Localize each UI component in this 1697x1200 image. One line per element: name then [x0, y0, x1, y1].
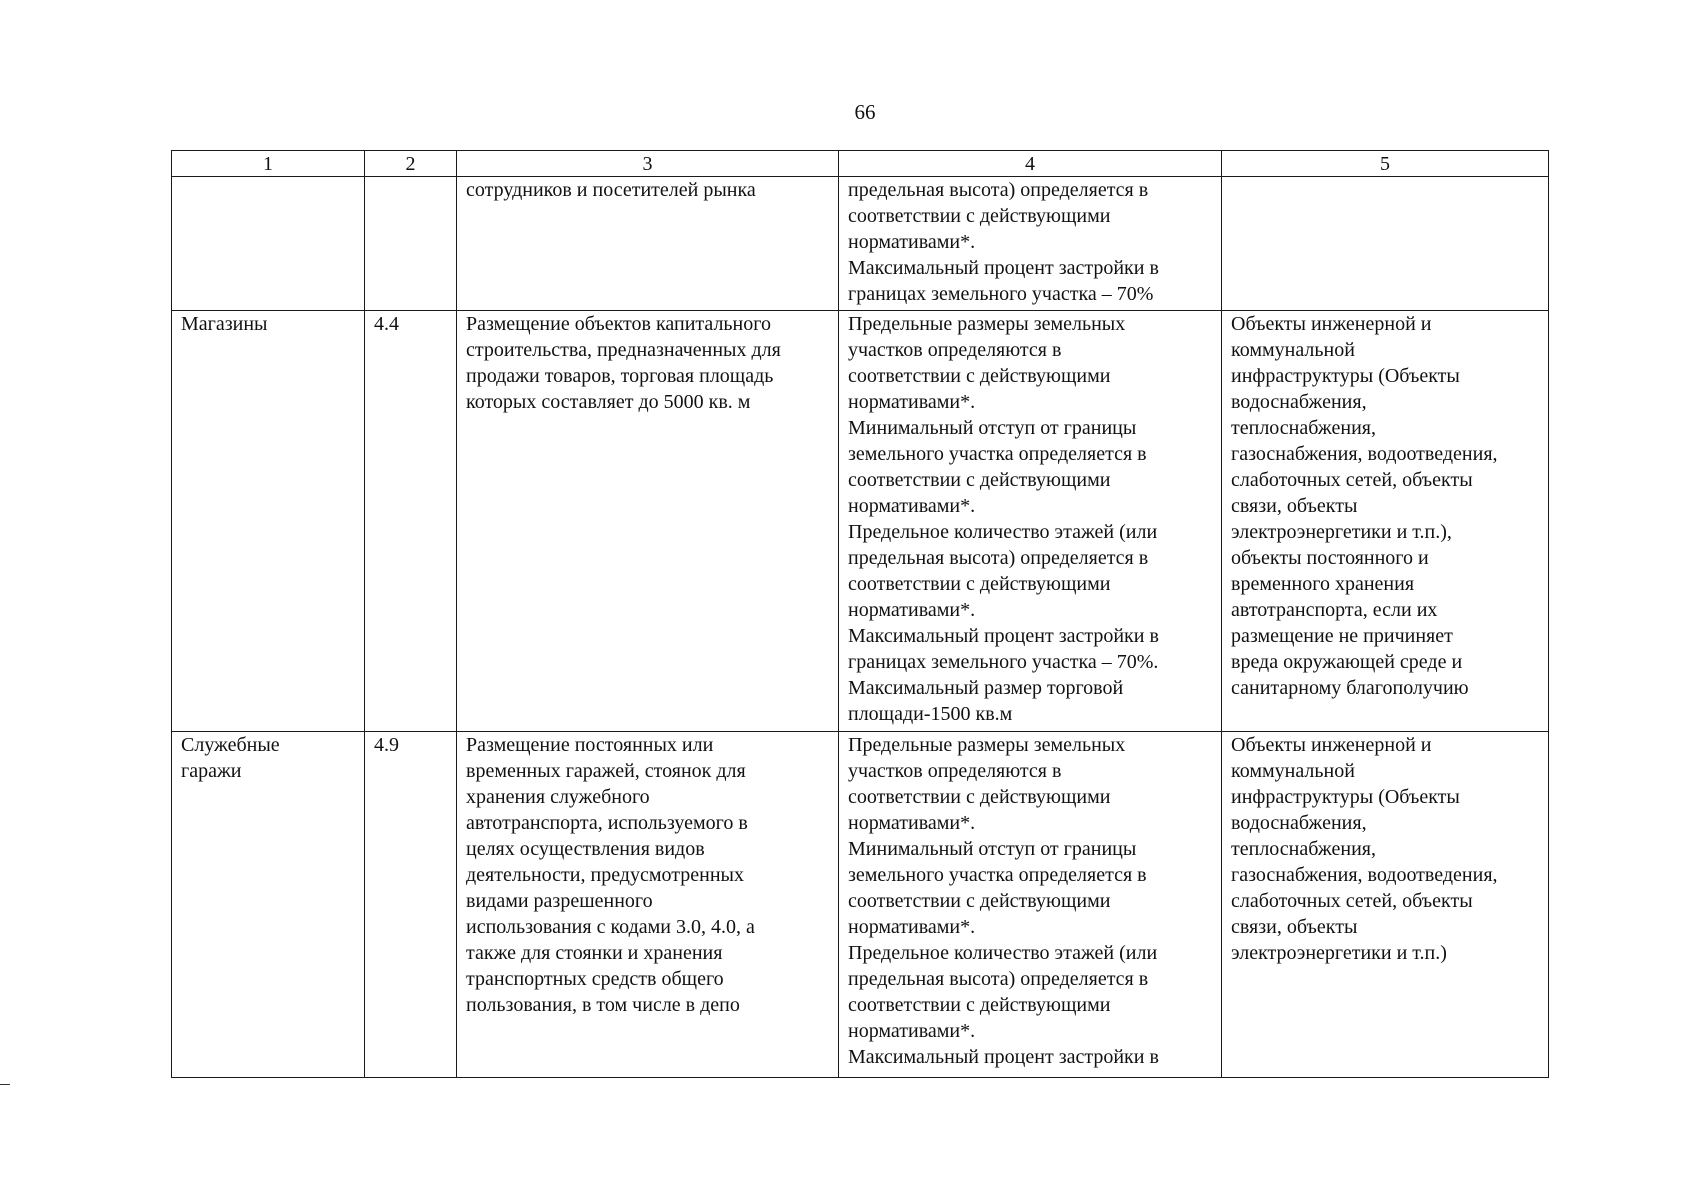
use-name-cell: Магазины — [172, 311, 365, 732]
parameters-cell: Предельные размеры земельных участков определяются в соответствии с действующими нормативами*. Минимальный отступ от границы земельного участка определяется в соответствии с действующими нормативами*. Предельное количество этажей (или предельная высота) определяется в соответствии с действующими нормативами*. Максимальный процент застройки в границах земельного участка – 70%. Максимальный размер торговой площади-1500 кв.м — [839, 311, 1222, 732]
use-description-cell: Размещение объектов капитального строительства, предназначенных для продажи товаров, торговая площадь которых составляет до 5000 кв. м — [457, 311, 839, 732]
use-code-cell: 4.4 — [365, 311, 457, 732]
header-cell-5: 5 — [1222, 151, 1549, 177]
use-name-cell: Служебные гаражи — [172, 732, 365, 1078]
use-description-cell: сотрудников и посетителей рынка — [457, 177, 839, 311]
table-row — [172, 732, 1549, 1078]
auxiliary-uses-cell: Объекты инженерной и коммунальной инфраструктуры (Объекты водоснабжения, теплоснабжения, газоснабжения, водоотведения, слаботочных сетей, объекты связи, объекты электроэнергетики и т.п.), объекты постоянного и временного хранения автотранспорта, если их размещение не причиняет вреда окружающей среде и санитарному благополучию — [1222, 311, 1549, 732]
page-number: 66 — [854, 100, 876, 124]
parameters-cell: предельная высота) определяется в соответствии с действующими нормативами*. Максимальный процент застройки в границах земельного участка – 70% — [839, 177, 1222, 311]
table-row — [172, 311, 1549, 732]
use-code-cell — [365, 177, 457, 311]
header-cell-1: 1 — [172, 151, 365, 177]
use-description-cell: Размещение постоянных или временных гаражей, стоянок для хранения служебного автотранспорта, используемого в целях осуществления видов деятельности, предусмотренных видами разрешенного использования с кодами 3.0, 4.0, а также для стоянки и хранения транспортных средств общего пользования, в том числе в депо — [457, 732, 839, 1078]
use-name-cell — [172, 177, 365, 311]
table-header-row — [172, 151, 1549, 177]
zoning-table — [171, 150, 1549, 1078]
header-cell-3: 3 — [457, 151, 839, 177]
margin-tick — [0, 1084, 10, 1085]
auxiliary-uses-cell: Объекты инженерной и коммунальной инфраструктуры (Объекты водоснабжения, теплоснабжения, газоснабжения, водоотведения, слаботочных сетей, объекты связи, объекты электроэнергетики и т.п.) — [1222, 732, 1549, 1078]
parameters-cell: Предельные размеры земельных участков определяются в соответствии с действующими нормативами*. Минимальный отступ от границы земельного участка определяется в соответствии с действующими нормативами*. Предельное количество этажей (или предельная высота) определяется в соответствии с действующими нормативами*. Максимальный процент застройки в — [839, 732, 1222, 1078]
auxiliary-uses-cell — [1222, 177, 1549, 311]
header-cell-4: 4 — [839, 151, 1222, 177]
use-code-cell: 4.9 — [365, 732, 457, 1078]
table-row — [172, 177, 1549, 311]
header-cell-2: 2 — [365, 151, 457, 177]
